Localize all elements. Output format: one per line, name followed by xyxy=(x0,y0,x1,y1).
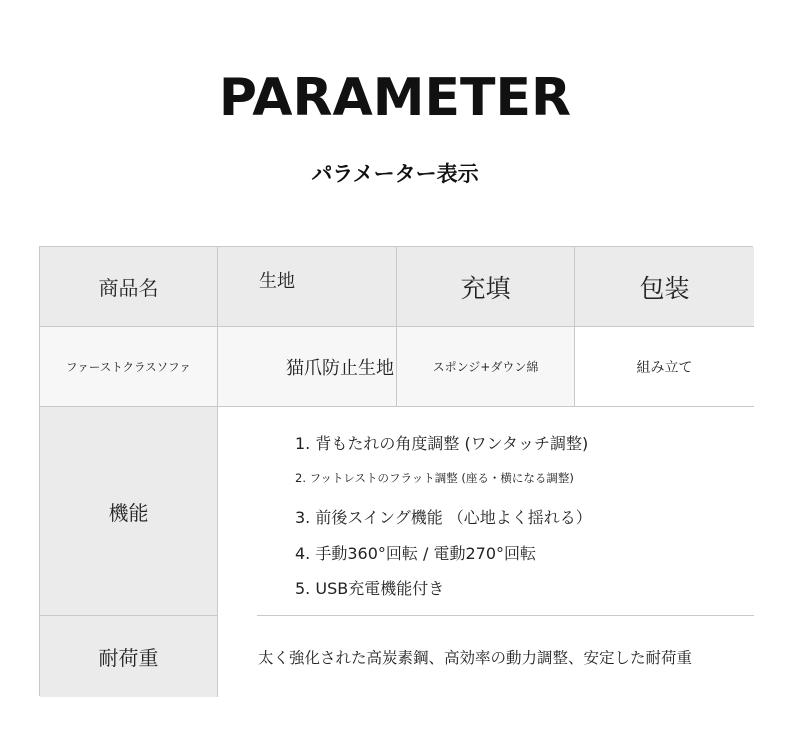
value-product-name xyxy=(40,327,218,407)
page-title: PARAMETER xyxy=(218,68,572,128)
value-filling-text: スポンジ+ダウン綿 xyxy=(432,360,539,374)
header-fabric xyxy=(218,247,397,327)
load-label: 耐荷重 xyxy=(98,646,159,670)
feature-item-2: 2. フットレストのフラット調整 (座る・横になる調整) xyxy=(295,471,574,485)
parameter-table xyxy=(39,246,753,696)
header-fabric-label: 生地 xyxy=(259,270,295,292)
value-product-name-text: ファーストクラスソファ xyxy=(66,359,191,374)
value-packaging-text: 組み立て xyxy=(636,359,693,376)
value-filling xyxy=(397,327,575,407)
header-packaging-label: 包装 xyxy=(639,273,690,303)
feature-item-3: 3. 前後スイング機能 （心地よく揺れる） xyxy=(295,508,592,527)
feature-item-1: 1. 背もたれの角度調整 (ワンタッチ調整) xyxy=(295,434,589,453)
feature-item-5: 5. USB充電機能付き xyxy=(295,579,445,598)
load-value-cell xyxy=(218,616,754,697)
load-label-cell xyxy=(40,616,218,697)
value-fabric xyxy=(218,327,397,407)
header-product-name-label: 商品名 xyxy=(98,276,159,300)
value-fabric-text: 猫爪防止生地 xyxy=(286,357,394,379)
page-subtitle: パラメーター表示 xyxy=(311,162,479,186)
value-packaging xyxy=(575,327,754,407)
features-label: 機能 xyxy=(108,500,149,525)
features-label-cell xyxy=(40,407,218,616)
features-list xyxy=(257,407,754,616)
header-filling-label: 充填 xyxy=(460,273,511,303)
feature-item-4: 4. 手動360°回転 / 電動270°回転 xyxy=(295,544,536,563)
load-value: 太く強化された高炭素鋼、高効率の動力調整、安定した耐荷重 xyxy=(258,648,693,667)
header-filling xyxy=(397,247,575,327)
header-packaging xyxy=(575,247,754,327)
header-product-name xyxy=(40,247,218,327)
